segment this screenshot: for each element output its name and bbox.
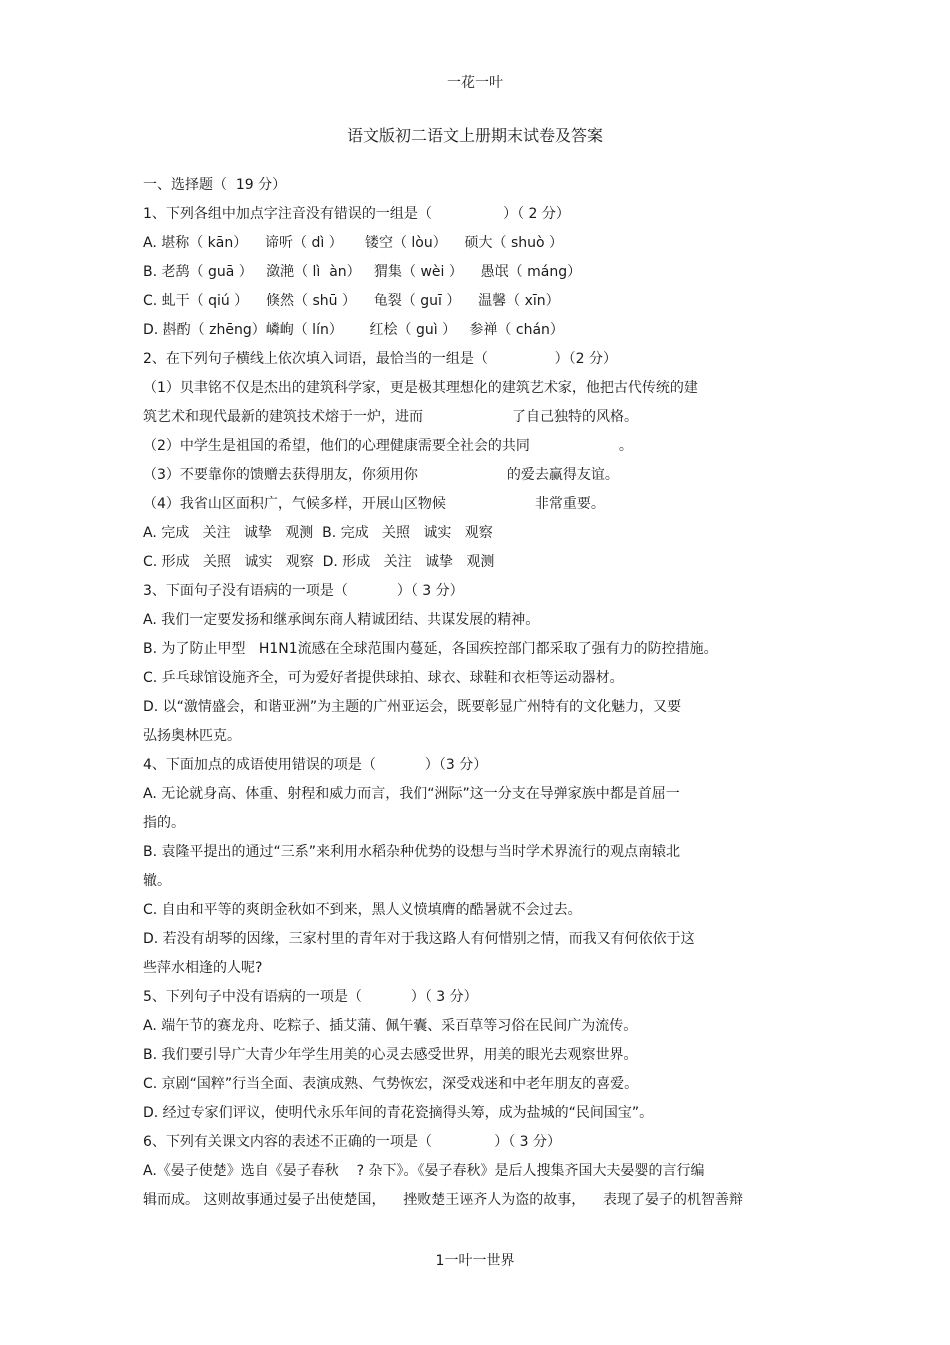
text-line: A. 完成 关注 诚挚 观测 B. 完成 关照 诚实 观察: [143, 525, 493, 541]
text-line: B. 为了防止甲型 H1N1流感在全球范围内蔓延，各国疾控部门都采取了强有力的防控措施。: [143, 641, 718, 657]
text-line: （3）不要靠你的馈赠去获得朋友，你须用你 的爱去赢得友谊。: [143, 467, 619, 483]
page-footer: 1一叶一世界: [435, 1253, 515, 1269]
text-line: 指的。: [143, 815, 185, 831]
text-line: （1）贝聿铭不仅是杰出的建筑科学家，更是极其理想化的建筑艺术家，他把古代传统的建: [143, 380, 698, 396]
text-line: C. 虬干（ qiú ） 倏然（ shū ） 龟裂（ guī ） 温馨（ xīn）: [143, 293, 560, 309]
text-line: 辙。: [143, 873, 171, 889]
text-line: D. 若没有胡琴的因缘，三家村里的青年对于我这路人有何惜别之情，而我又有何依依于这: [143, 931, 695, 947]
text-line: 5、下列句子中没有语病的一项是（ ）（ 3 分）: [143, 989, 478, 1005]
page-header: 一花一叶: [447, 75, 503, 91]
text-line: D. 以“激情盛会，和谐亚洲”为主题的广州亚运会，既要彰显广州特有的文化魅力，又要: [143, 699, 682, 715]
text-line: D. 经过专家们评议，使明代永乐年间的青花瓷摘得头筹，成为盐城的“民间国宝”。: [143, 1105, 654, 1121]
text-line: 辑而成。 这则故事通过晏子出使楚国， 挫败楚王诬齐人为盗的故事， 表现了晏子的机智善辩: [143, 1192, 744, 1208]
text-line: 弘扬奥林匹克。: [143, 728, 241, 744]
text-line: （4）我省山区面积广，气候多样，开展山区物候 非常重要。: [143, 496, 605, 512]
text-line: C. 形成 关照 诚实 观察 D. 形成 关注 诚挚 观测: [143, 554, 495, 570]
text-line: 2、在下列句子横线上依次填入词语，最恰当的一组是（ ）（2 分）: [143, 351, 618, 367]
text-line: C. 乒乓球馆设施齐全，可为爱好者提供球拍、球衣、球鞋和衣柜等运动器材。: [143, 670, 624, 686]
text-line: 1、下列各组中加点字注音没有错误的一组是（ ）（ 2 分）: [143, 206, 570, 222]
text-line: D. 斟酌（ zhēng）嶙峋（ lín） 红桧（ guì ） 参禅（ chán）: [143, 322, 564, 338]
text-line: A. 堪称（ kān） 谛听（ dì ） 镂空（ lòu） 硕大（ shuò ）: [143, 235, 564, 251]
text-line: A. 无论就身高、体重、射程和威力而言，我们“洲际”这一分支在导弹家族中都是首屈一: [143, 786, 680, 802]
text-line: C. 自由和平等的爽朗金秋如不到来，黑人义愤填膺的酷暑就不会过去。: [143, 902, 582, 918]
text-line: A. 我们一定要发扬和继承闽东商人精诚团结、共谋发展的精神。: [143, 612, 540, 628]
text-line: 一、选择题（ 19 分）: [143, 177, 287, 193]
text-line: A.《晏子使楚》选自《晏子春秋 ? 杂下》。《晏子春秋》是后人搜集齐国大夫晏婴的言行编: [143, 1163, 705, 1179]
text-line: 筑艺术和现代最新的建筑技术熔于一炉，进而 了自己独特的风格。: [143, 409, 639, 425]
exam-content: [143, 174, 803, 1218]
text-line: B. 我们要引导广大青少年学生用美的心灵去感受世界，用美的眼光去观察世界。: [143, 1047, 638, 1063]
text-line: （2）中学生是祖国的希望，他们的心理健康需要全社会的共同 。: [143, 438, 633, 454]
text-line: 6、下列有关课文内容的表述不正确的一项是（ ）（ 3 分）: [143, 1134, 562, 1150]
text-line: 4、下面加点的成语使用错误的项是（ ）（3 分）: [143, 757, 488, 773]
text-line: B. 老鸹（ guā ） 潋滟（ lì àn） 猬集（ wèi ） 愚氓（ máng）: [143, 264, 582, 280]
text-line: C. 京剧“国粹”行当全面、表演成熟、气势恢宏，深受戏迷和中老年朋友的喜爱。: [143, 1076, 639, 1092]
text-line: 些萍水相逢的人呢?: [143, 960, 263, 976]
document-title: 语文版初二语文上册期末试卷及答案: [346, 126, 603, 145]
text-line: A. 端午节的赛龙舟、吃粽子、插艾蒲、佩午囊、采百草等习俗在民间广为流传。: [143, 1018, 638, 1034]
text-line: 3、下面句子没有语病的一项是（ ）（ 3 分）: [143, 583, 464, 599]
text-line: B. 袁隆平提出的通过“三系”来利用水稻杂种优势的设想与当时学术界流行的观点南辕北: [143, 844, 681, 860]
